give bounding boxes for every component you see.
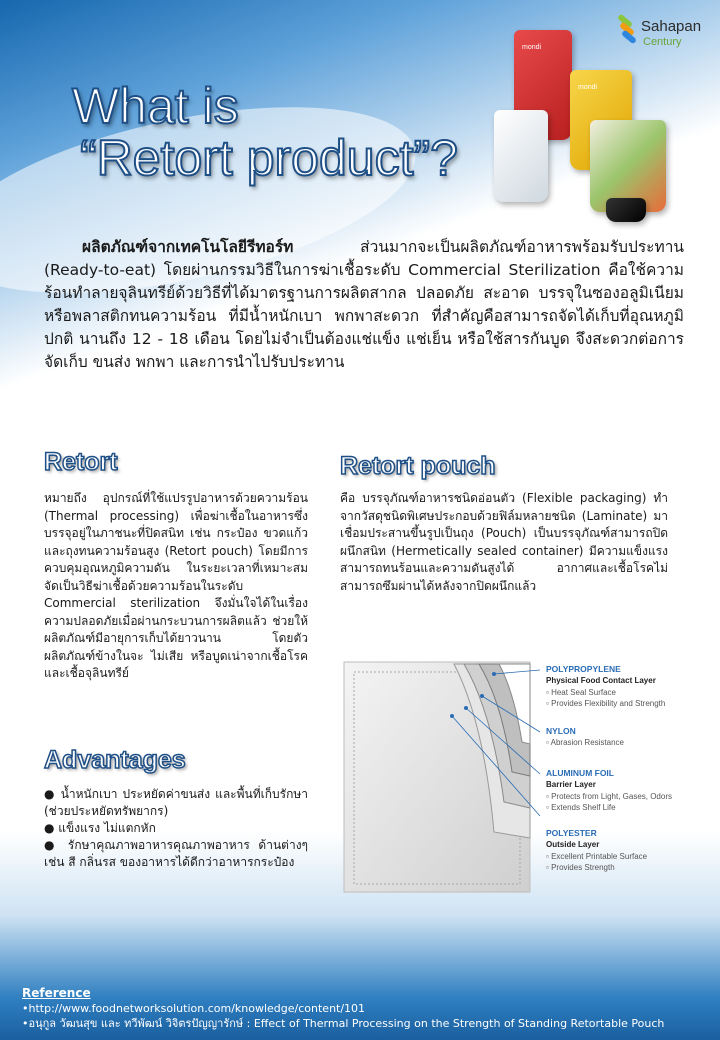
layer-title: POLYESTER — [546, 828, 597, 838]
pouch-yellow: mondi — [570, 70, 632, 170]
reference-link[interactable]: •http://www.foodnetworksolution.com/knowledge/content/101 — [22, 1002, 366, 1015]
layer-item: ▫ Protects from Light, Gases, Odors — [546, 792, 672, 801]
pouch-cross-section-icon — [334, 652, 684, 908]
list-item: ● รักษาคุณภาพอาหารคุณภาพอาหาร ด้านต่างๆ เช่น สี กลิ่นรส ของอาหารได้ดีกว่าอาหารกระป๋อง — [44, 837, 308, 871]
intro-body: ส่วนมากจะเป็นผลิตภัณฑ์อาหารพร้อมรับประทาน (Ready-to-eat) โดยผ่านกรรมวิธีในการฆ่าเชื้อระดับ Commercial Sterilization คือใช้ความร้อนทำลายจุลินทรีย์ด้วยวิธีที่ได้มาตรฐานการผลิตสากล ปลอดภัย สะอาด บรรจุในซองอลูมิเนียมหรือพลาสติกทนความร้อน ที่มีน้ำหนักเบา พกพาสะดวก ที่สำคัญคือสามารถจัดได้เก็บที่อุณหภูมิปกติ นานถึง 12 - 18 เดือน โดยไม่จำเป็นต้องแช่แข็ง แช่เย็น หรือใช้สารกันบูด จึงสะดวกต่อการจัดเก็บ ขนส่ง พกพา และการนำไปรับประทาน — [44, 238, 684, 371]
advantages-list — [44, 786, 308, 871]
title-line-1: What is — [72, 78, 239, 134]
pouch-dark — [606, 198, 646, 222]
brand-subname: Century — [643, 36, 682, 48]
layer-item: ▫ Extends Shelf Life — [546, 803, 616, 812]
retort-heading: Retort — [44, 448, 118, 476]
intro-lead: ผลิตภัณฑ์จากเทคโนโลยีรีทอร์ท — [82, 238, 294, 256]
pouch-layers-diagram — [334, 652, 684, 908]
list-item: ● น้ำหนักเบา ประหยัดค่าขนส่ง และพื้นที่เก็บรักษา (ช่วยประหยัดทรัพยากร) — [44, 786, 308, 820]
reference-heading: Reference — [22, 986, 91, 1000]
brand-name: Sahapan — [641, 18, 702, 35]
layer-item: ▫ Provides Flexibility and Strength — [546, 699, 665, 708]
layer-item: ▫ Excellent Printable Surface — [546, 852, 647, 861]
layer-title: NYLON — [546, 726, 576, 736]
advantages-heading: Advantages — [44, 746, 186, 774]
layer-title: POLYPROPYLENE — [546, 664, 621, 674]
list-item: ● แข็งแรง ไม่แตกหัก — [44, 820, 308, 837]
layer-subtitle: Barrier Layer — [546, 780, 596, 789]
retort-pouch-heading: Retort pouch — [340, 452, 496, 480]
layer-subtitle: Outside Layer — [546, 840, 600, 849]
retort-pouch-text: คือ บรรจุภัณฑ์อาหารชนิดอ่อนตัว (Flexible packaging) ทำจากวัสดุชนิดพิเศษประกอบด้วยฟิล์มหลายชนิด (Laminate) มาเชื่อมประสานขึ้นรูปเป็นถุง (Pouch) เป็นบรรจุภัณฑ์สามารถปิดผนึกสนิท (Hermetically sealed container) มีความแข็งแรงสามารถทนร้อนและความดันสูงได้ อากาศและเชื้อโรคไม่สามารถซึมผ่านได้หลังจากปิดผนึกแล้ว — [340, 491, 668, 593]
title-line-2: “Retort product”? — [80, 130, 458, 186]
retort-text: หมายถึง อุปกรณ์ที่ใช้แปรรูปอาหารด้วยความร้อน (Thermal processing) เพื่อฆ่าเชื้อในอาหารซึ่งบรรจุอยู่ในภาชนะที่ปิดสนิท เช่น กระป๋อง ขวดแก้ว และถุงทนความร้อนสูง (Retort pouch) โดยมีการควบคุมอุณหภูมิความดัน ในระยะเวลาที่เหมาะสม จัดเป็นวิธีฆ่าเชื้อด้วยความร้อนในระดับ Commercial sterilization จึงมั่นใจได้ในเรื่องความปลอดภัยเมื่อผ่านกระบวนการผลิตแล้ว ช่วยให้ผลิตภัณฑ์มีอายุการเก็บได้ยาวนาน โดยตัวผลิตภัณฑ์ข้างในจะ ไม่เสีย หรือบูดเน่าจากเชื้อโรคและเชื้อจุลินทรีย์ — [44, 491, 308, 680]
intro-paragraph — [44, 236, 684, 374]
layer-item: ▫ Heat Seal Surface — [546, 688, 616, 697]
layer-subtitle: Physical Food Contact Layer — [546, 676, 656, 685]
layer-item: ▫ Provides Strength — [546, 863, 615, 872]
layer-title: ALUMINUM FOIL — [546, 768, 614, 778]
layer-item: ▫ Abrasion Resistance — [546, 738, 624, 747]
reference-citation: •อนุกูล วัฒนสุข และ ทวีพัฒน์ วิจิตรปัญญารักษ์ : Effect of Thermal Processing on the Strength of Standing Retortable Pouch — [22, 1017, 665, 1030]
page-title — [72, 80, 492, 184]
product-pouches-image — [494, 30, 674, 230]
reference-section — [22, 986, 702, 1031]
pouch-red: mondi — [514, 30, 572, 140]
pouch-white — [494, 110, 548, 202]
